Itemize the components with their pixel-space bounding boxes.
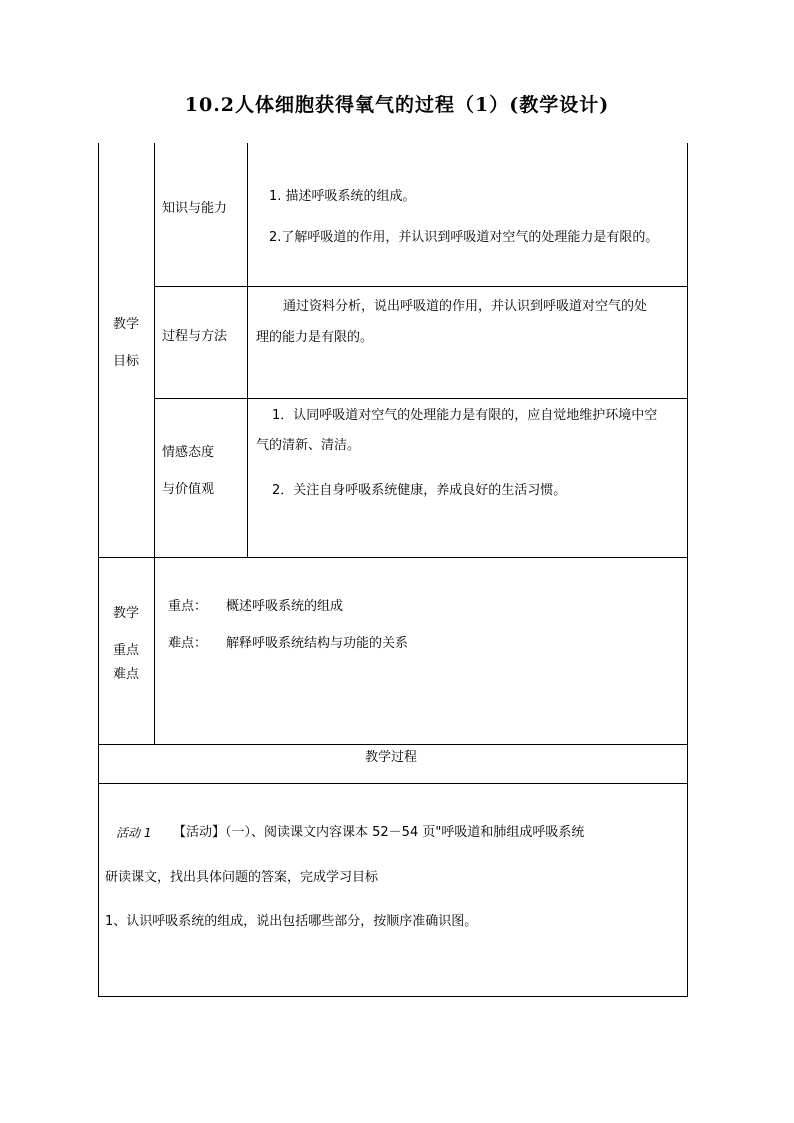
- process-method-line-2: 理的能力是有限的。: [256, 330, 374, 345]
- knowledge-ability-item-2: 2.了解呼吸道的作用，并认识到呼吸道对空气的处理能力是有限的。: [269, 230, 659, 245]
- attitude-label-line1: 情感态度: [162, 445, 215, 460]
- keypoints-label-line2: 重点: [113, 643, 140, 658]
- section-divider-1: [98, 557, 688, 558]
- objectives-label-line2: 目标: [113, 354, 140, 369]
- keypoints-label-line3: 难点: [113, 667, 140, 682]
- row-divider-1: [154, 286, 688, 287]
- difficulty-label: 难点：: [168, 636, 208, 651]
- process-method-line-1: 通过资料分析，说出呼吸道的作用，并认识到呼吸道对空气的处: [283, 299, 648, 314]
- keypoints-label-line1: 教学: [113, 606, 140, 621]
- sublabel-column-divider: [247, 143, 248, 557]
- section-divider-3: [98, 783, 688, 784]
- table-bottom-border: [98, 996, 688, 997]
- knowledge-ability-item-1: 1. 描述呼吸系统的组成。: [269, 189, 416, 204]
- section-divider-2: [98, 744, 688, 745]
- attitude-item-1-line-2: 气的清新、清洁。: [256, 438, 361, 453]
- objectives-label-line1: 教学: [113, 317, 140, 332]
- process-method-label: 过程与方法: [162, 329, 228, 344]
- focus-text: 概述呼吸系统的组成: [226, 599, 344, 614]
- activity-text: 【活动】（一）、阅读课文内容课本 52－54 页"呼吸道和肺组成呼吸系统: [173, 825, 585, 840]
- page-title: 10.2人体细胞获得氧气的过程（1）(教学设计): [184, 94, 610, 116]
- focus-label: 重点：: [168, 599, 208, 614]
- process-header: 教学过程: [365, 750, 418, 765]
- attitude-item-2: 2．关注自身呼吸系统健康，养成良好的生活习惯。: [272, 483, 567, 498]
- process-line-2: 研读课文，找出具体问题的答案，完成学习目标: [105, 870, 379, 885]
- attitude-label-line2: 与价值观: [162, 482, 215, 497]
- row-divider-2: [154, 398, 688, 399]
- label-column-divider: [154, 143, 155, 744]
- knowledge-ability-label: 知识与能力: [162, 201, 228, 216]
- table-left-border: [98, 143, 99, 997]
- process-line-3: 1、认识呼吸系统的组成，说出包括哪些部分，按顺序准确识图。: [105, 914, 478, 929]
- difficulty-text: 解释呼吸系统结构与功能的关系: [226, 636, 409, 651]
- attitude-item-1-line-1: 1．认同呼吸道对空气的处理能力是有限的，应自觉地维护环境中空: [272, 408, 658, 423]
- table-right-border: [687, 143, 688, 997]
- activity-tag: 活动 1: [116, 826, 152, 840]
